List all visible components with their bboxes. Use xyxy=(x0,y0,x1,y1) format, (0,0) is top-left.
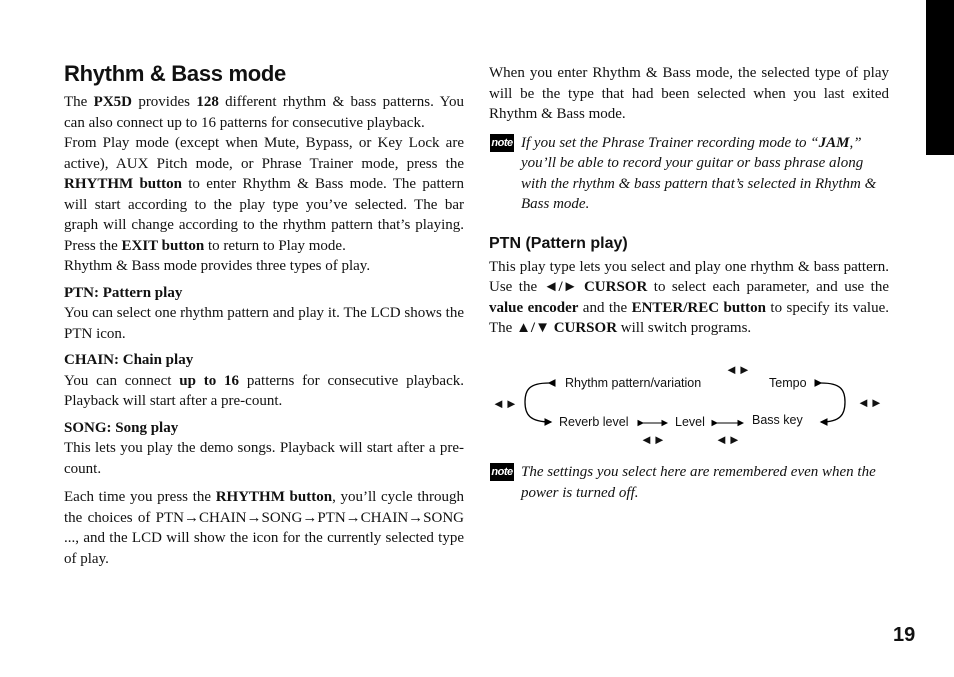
ptn-pattern-play-text: This play type lets you select and play one rhythm & bass pattern. Use the ◄/► CURSOR to select each parameter, and use the value encoder and the ENTER/REC button to specify its value. The ▲/▼ CURSOR will switch programs. xyxy=(489,258,890,336)
left-column xyxy=(64,60,464,569)
cursor-arrows-right: ◄► xyxy=(857,395,883,410)
play-types-paragraph: Rhythm & Bass mode provides three types of play. xyxy=(64,258,371,274)
parameter-cycle-diagram xyxy=(489,362,899,452)
note-settings-remembered: note The settings you select here are remembered even when the power is turned off. xyxy=(491,464,876,501)
cursor-arrows-top: ◄► xyxy=(725,362,751,377)
chapter-tab xyxy=(926,0,954,155)
song-heading: SONG: Song play xyxy=(64,419,179,436)
note-icon: note xyxy=(490,134,514,152)
cursor-arrows-bottom-right: ◄► xyxy=(715,432,741,447)
page-title: Rhythm & Bass mode xyxy=(64,61,286,86)
right-column-bottom xyxy=(489,462,889,503)
right-column xyxy=(489,63,889,339)
note-jam: note If you set the Phrase Trainer recording mode to “JAM,” you’ll be able to record your guitar or bass phrase along with the rhythm & bass pattern that’s selected in Rhythm & Bass mode. xyxy=(491,134,877,212)
page-number: 19 xyxy=(893,624,916,646)
cursor-arrows-bottom-left: ◄► xyxy=(640,432,666,447)
cycle-paragraph: Each time you press the RHYTHM button, you’ll cycle through the choices of PTN→CHAIN→SONG→PTN→CHAIN→SONG ..., and the LCD will show the icon for the currently selected type of play. xyxy=(64,489,465,567)
intro-paragraph: The PX5D provides 128 different rhythm & bass patterns. You can also connect up to 16 patterns for consecutive playback. xyxy=(64,94,464,131)
song-text: This lets you play the demo songs. Playback will start after a pre-count. xyxy=(64,440,464,477)
chain-text: You can connect up to 16 patterns for consecutive playback. Playback will start after a pre-count. xyxy=(64,372,464,409)
tempo-label: Tempo xyxy=(769,376,807,390)
ptn-pattern-play-heading: PTN (Pattern play) xyxy=(489,234,628,252)
ptn-heading: PTN: Pattern play xyxy=(64,284,183,301)
cursor-arrows-left: ◄► xyxy=(492,396,518,411)
level-label: Level xyxy=(675,415,705,429)
ptn-text: You can select one rhythm pattern and play it. The LCD shows the PTN icon. xyxy=(64,305,464,342)
bass-key-label: Bass key xyxy=(752,413,803,427)
enter-mode-paragraph: From Play mode (except when Mute, Bypass, or Key Lock are active), AUX Pitch mode, or Phrase Trainer mode, press the RHYTHM button to enter Rhythm & Bass mode. The pattern will start according to the play type you’ve selected. The bar graph will change according to the rhythm pattern that’s playing. Press the EXIT button to return to Play mode. xyxy=(64,135,464,254)
note-icon: note xyxy=(490,463,514,481)
chain-heading: CHAIN: Chain play xyxy=(64,352,194,368)
rhythm-pattern-label: Rhythm pattern/variation xyxy=(565,376,702,390)
reverb-level-label: Reverb level xyxy=(559,415,629,429)
selected-type-paragraph: When you enter Rhythm & Bass mode, the selected type of play will be the type that had been selected when you last exited Rhythm & Bass mode. xyxy=(489,65,889,122)
